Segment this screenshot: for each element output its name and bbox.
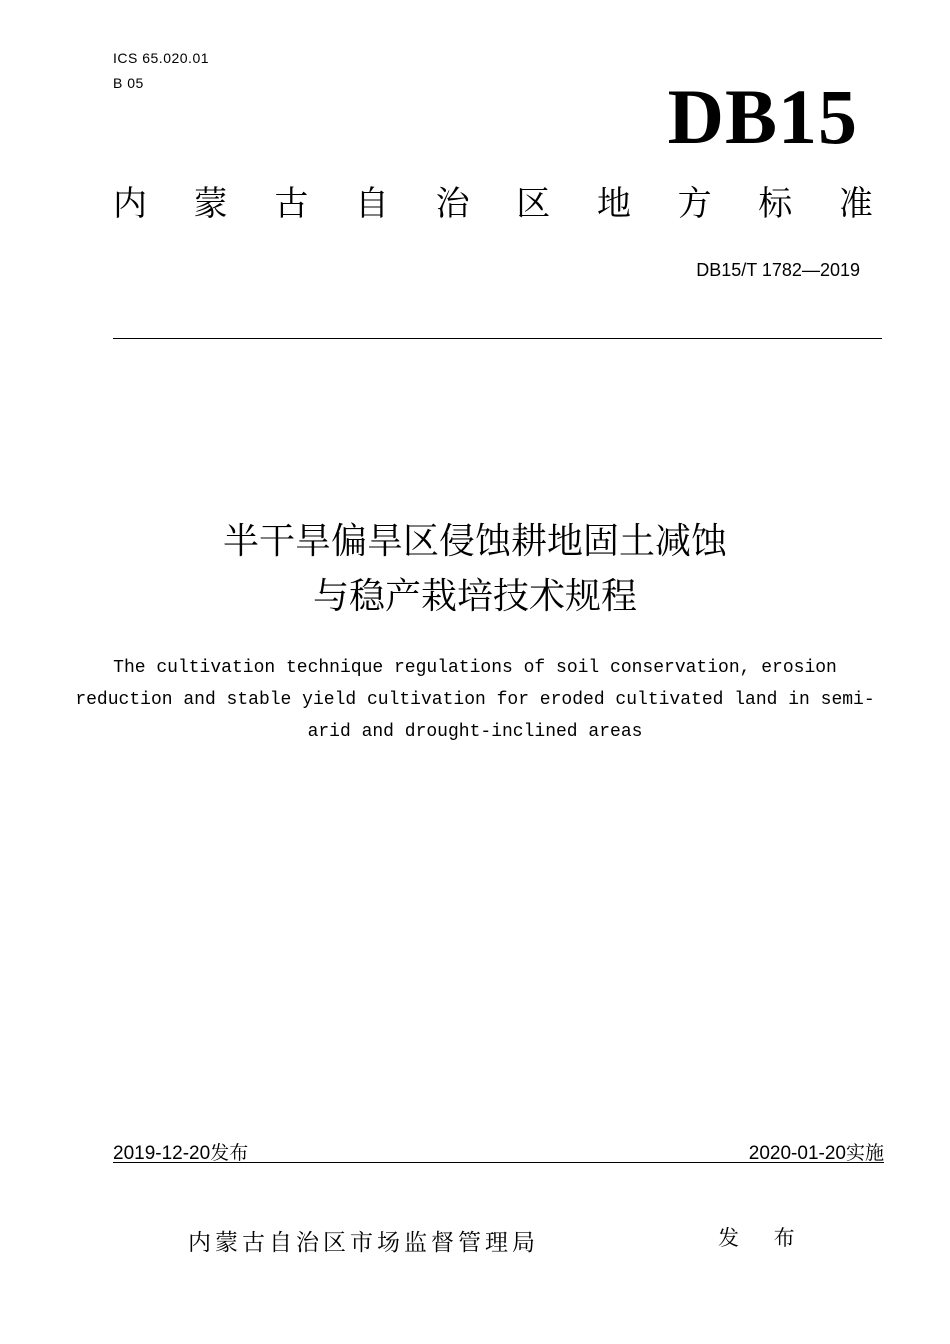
standard-type-char: 自	[354, 184, 389, 224]
title-english: The cultivation technique regulations of soil conservation, erosion reduction and stable yield cultivation for eroded cultivated land in semi-arid and drought-inclined areas	[75, 658, 875, 742]
standard-type-char: 蒙	[193, 184, 228, 224]
implementation-date-label: 实施	[845, 1142, 884, 1164]
issuing-authority: 内蒙古自治区市场监督管理局	[188, 1230, 539, 1256]
top-divider	[113, 338, 882, 339]
standard-type-char: 内	[113, 184, 147, 224]
issue-date-value: 2019-12-20	[113, 1143, 211, 1164]
standard-type-char: 地	[596, 184, 631, 224]
issue-date	[113, 1138, 248, 1165]
standard-type-char: 治	[435, 184, 470, 224]
ics-code: ICS 65.020.01	[113, 50, 210, 66]
implementation-date	[749, 1138, 884, 1165]
standard-type-heading	[113, 186, 873, 223]
standard-type-char: 准	[838, 184, 873, 224]
standard-type-char: 古	[274, 184, 309, 224]
issue-date-label: 发布	[210, 1142, 249, 1164]
implementation-date-value: 2020-01-20	[748, 1143, 846, 1164]
title-chinese-line-1: 半干旱偏旱区侵蚀耕地固土减蚀	[222, 521, 727, 562]
standard-type-char: 标	[758, 184, 793, 224]
issue-action-label: 发 布	[718, 1226, 809, 1250]
standard-number: DB15/T 1782—2019	[696, 260, 860, 280]
standard-type-char: 区	[516, 184, 551, 224]
standard-code-logo: DB15	[667, 73, 858, 160]
title-chinese-line-2: 与稳产栽培技术规程	[312, 576, 637, 617]
standard-type-char: 方	[677, 184, 712, 224]
bottom-divider	[113, 1162, 884, 1163]
ccs-code: B 05	[113, 75, 144, 91]
